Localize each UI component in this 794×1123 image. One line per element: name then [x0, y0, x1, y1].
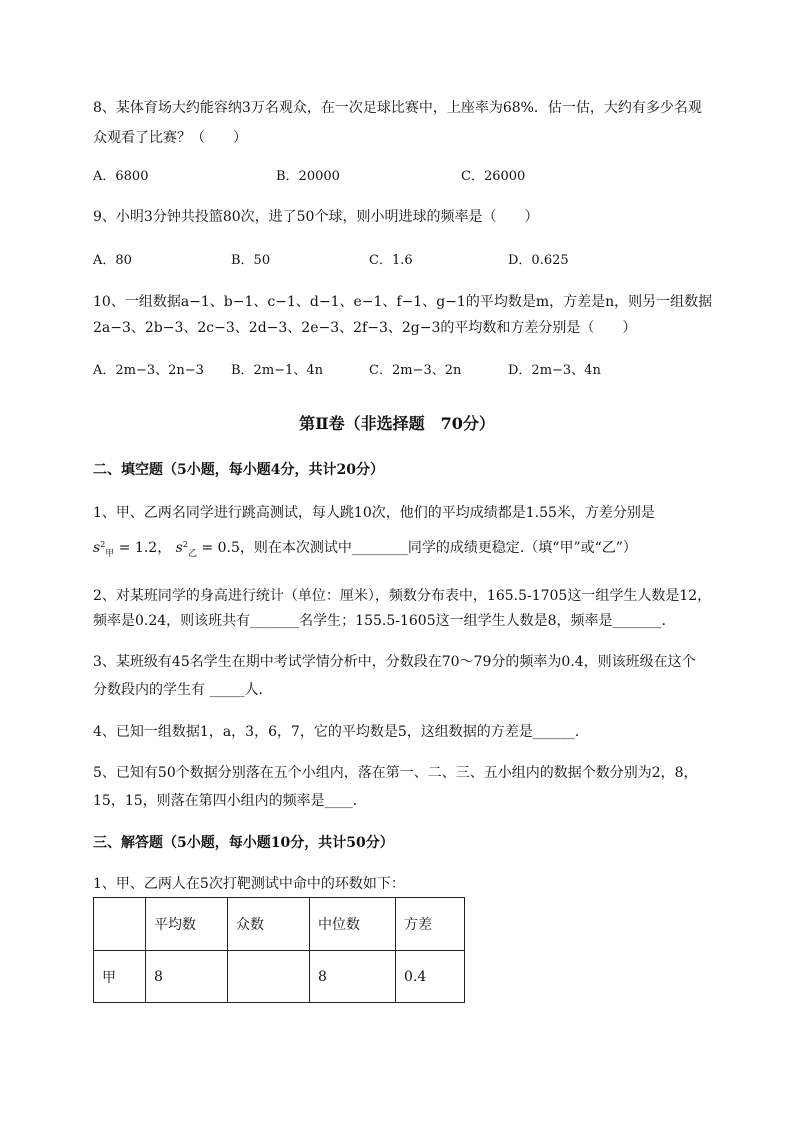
fill-q1-line2: $s^2_甲 = 1.2$， $s^2_乙 = 0.5$，则在本次测试中________同学的成绩更稳定.（填“甲”或“乙”）: [93, 540, 637, 559]
q10-option-a: A．2m−3、2n−3: [93, 363, 204, 378]
table-cell: 甲: [94, 951, 146, 1003]
fill-q2-line2: 频率是0.24，则该班共有_______名学生；155.5-1605这一组学生人数是8，频率是_______.: [93, 613, 666, 629]
fill-q3-line2: 分数段内的学生有 _____人．: [93, 682, 273, 698]
variance-yi: $s^2_乙 = 0.5$: [175, 540, 240, 559]
table-cell: [228, 951, 310, 1003]
solve-q1-line1: 1、甲、乙两人在5次打靶测试中命中的环数如下：: [93, 876, 405, 892]
table-cell: 0.4: [396, 951, 465, 1003]
fill-heading: 二、填空题（5小题，每小题4分，共计20分）: [93, 462, 384, 478]
q10-line2: 2a−3、2b−3、2c−3、2d−3、2e−3、2f−3、2g−3的平均数和方差分别是（ ）: [93, 320, 637, 336]
q10-option-d: D．2m−3、4n: [508, 363, 601, 378]
q10-option-c: C．2m−3、2n: [369, 363, 462, 378]
solve-heading: 三、解答题（5小题，每小题10分，共计50分）: [93, 835, 394, 851]
table-header-cell: 方差: [396, 898, 465, 951]
q9-line1: 9、小明3分钟共投篮80次，进了50个球，则小明进球的频率是（ ）: [93, 209, 539, 225]
q9-option-d: D．0.625: [508, 253, 569, 268]
fill-q2-line1: 2、对某班同学的身高进行统计（单位：厘米），频数分布表中，165.5-1705这一组学生人数是12，: [93, 588, 712, 604]
table-header-cell: 平均数: [146, 898, 228, 951]
q8-option-b: B．20000: [276, 169, 340, 184]
q9-option-c: C．1.6: [369, 253, 413, 268]
q10-option-b: B．2m−1、4n: [231, 363, 323, 378]
fill-q5-line2: 15，15，则落在第四小组内的频率是____.: [93, 793, 358, 809]
fill-q3-line1: 3、某班级有45名学生在期中考试学情分析中，分数段在70～79分的频率为0.4，则该班级在这个: [93, 654, 696, 670]
table-cell: 8: [146, 951, 228, 1003]
part2-title: 第Ⅱ卷（非选择题 70分）: [299, 414, 495, 433]
table-row: [94, 951, 465, 1003]
table-header-cell: 众数: [228, 898, 310, 951]
q8-option-c: C．26000: [461, 169, 526, 184]
q8-option-a: A．6800: [93, 169, 149, 184]
q8-line2: 众观看了比赛？（ ）: [93, 130, 247, 146]
q9-option-a: A．80: [93, 253, 132, 268]
scores-table: [93, 897, 465, 1003]
table-header-cell: 中位数: [310, 898, 396, 951]
q8-line1: 8、某体育场大约能容纳3万名观众，在一次足球比赛中，上座率为68%．估一估，大约有多少名观: [93, 100, 702, 116]
fill-q1-line1: 1、甲、乙两名同学进行跳高测试，每人跳10次，他们的平均成绩都是1.55米，方差分别是: [93, 505, 655, 521]
table-cell: 8: [310, 951, 396, 1003]
variance-jia: $s^2_甲 = 1.2$: [93, 540, 158, 559]
table-header-cell: [94, 898, 146, 951]
fill-q4-line1: 4、已知一组数据1，a，3，6，7，它的平均数是5，这组数据的方差是______.: [93, 724, 580, 740]
fill-q5-line1: 5、已知有50个数据分别落在五个小组内，落在第一、二、三、五小组内的数据个数分别为2，8，: [93, 765, 698, 781]
q9-option-b: B．50: [231, 253, 271, 268]
table-header-row: [94, 898, 465, 951]
fill-q1-line2-rest: ，则在本次测试中________同学的成绩更稳定.（填“甲”或“乙”）: [239, 540, 637, 556]
q10-line1: 10、一组数据a−1、b−1、c−1、d−1、e−1、f−1、g−1的平均数是m，方差是n，则另一组数据: [93, 294, 713, 310]
